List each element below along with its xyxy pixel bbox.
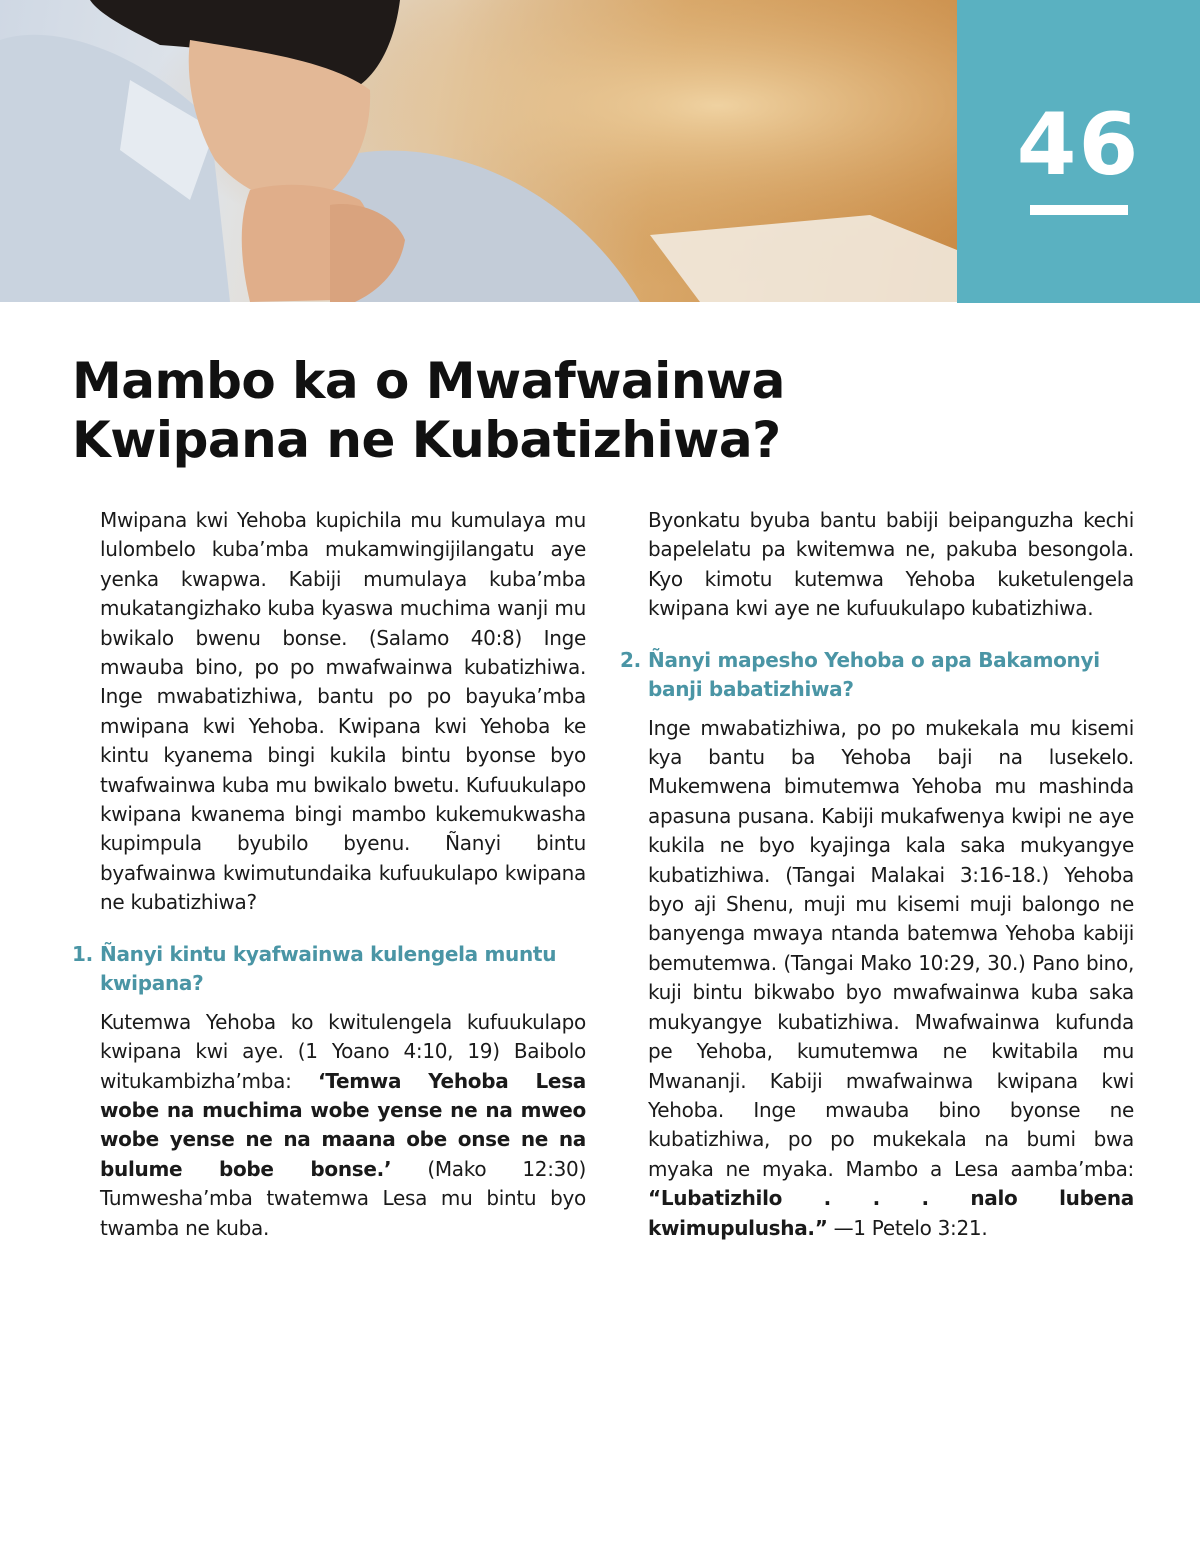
section-2-text-before: Inge mwabatizhiwa, po po mukekala mu kisemi kya bantu ba Yehoba baji na lusekelo. Mukemwena bimutemwa Yehoba mu mashinda apasuna pusana. Kabiji mukafwenya kwipi ne aye kukila ne byo kyajinga kala saka mukyangye kubatizhiwa. (Tangai Malakai 3:16-18.) Yehoba byo aji Shenu, muji mu kisemi muji balongo ne banyenga mwaya ntanda batemwa Yehoba kabiji bemutemwa. (Tangai Mako 10:29, 30.) Pano bino, kuji bintu bikwabo byo mwafwainwa kuba saka mukyangye kubatizhiwa. Mwafwainwa kufunda pe Yehoba, kumutemwa ne kwitabila mu Mwananji. Kabiji mwafwainwa kwipana kwi Yehoba. Inge mwauba bino byonse ne kubatizhiwa, po po mukekala na bumi bwa myaka ne myaka. Mambo a Lesa aamba’mba: bbox=[648, 715, 1134, 1181]
lesson-number-underline bbox=[1030, 205, 1128, 215]
section-1-continuation: Byonkatu byuba bantu babiji beipanguzha kechi bapelelatu pa kwitemwa ne, pakuba besongola. Kyo kimotu kutemwa Yehoba kuketulengela kwipana kwi aye ne kufuukulapo kubatizhiwa. bbox=[648, 508, 1134, 621]
section-2-paragraph bbox=[620, 714, 1134, 1243]
page-title bbox=[72, 352, 892, 470]
section-1-text-after: (Mako 12:30) Tumwesha’mba twatemwa Lesa mu bintu byo twamba ne kuba. bbox=[100, 1156, 586, 1240]
question-2-text: Ñanyi mapesho Yehoba o apa Bakamonyi banji babatizhiwa? bbox=[648, 647, 1100, 701]
question-2-number: 2. bbox=[620, 647, 641, 672]
page-title-line-1: Mambo ka o Mwafwainwa bbox=[72, 352, 785, 410]
right-column bbox=[620, 506, 1134, 1243]
header-photo bbox=[0, 0, 957, 302]
section-2-scripture-reference: —1 Petelo 3:21. bbox=[827, 1215, 988, 1240]
praying-man-illustration bbox=[0, 0, 957, 302]
left-column bbox=[72, 506, 586, 1243]
section-2-scripture-quote: “Lubatizhilo . . . nalo lubena kwimupulusha.” bbox=[648, 1186, 1134, 1240]
question-1-text: Ñanyi kintu kyafwainwa kulengela muntu kwipana? bbox=[100, 941, 557, 995]
lesson-number: 46 bbox=[1016, 95, 1141, 195]
page-title-line-2: Kwipana ne Kubatizhiwa? bbox=[72, 411, 781, 469]
section-1-scripture-quote: ‘Temwa Yehoba Lesa wobe na muchima wobe yense ne na mweo wobe yense ne na maana obe onse ne na bulume bobe bonse.’ bbox=[100, 1068, 586, 1181]
intro-paragraph: Mwipana kwi Yehoba kupichila mu kumulaya mu lulombelo kuba’mba mukamwingijilangatu aye yenka kwapwa. Kabiji mumulaya kuba’mba mukatangizhako kuba kyaswa muchima wanji mu bwikalo bwenu bonse. (Salamo 40:8) Inge mwauba bino, po po mwafwainwa kubatizhiwa. Inge mwabatizhiwa, bantu po po bayuka’mba mwipana kwi Yehoba. Kwipana kwi Yehoba ke kintu kyanema bingi kukila bintu byonse byo twafwainwa kuba mu bwikalo bwetu. Kufuukulapo kwipana kwanema bingi mambo kukemukwasha kupimpula byubilo byenu. Ñanyi bintu byafwainwa kwimutundaika kufuukulapo kwipana ne kubatizhiwa? bbox=[100, 508, 586, 915]
section-1-paragraph bbox=[72, 1008, 586, 1243]
question-2 bbox=[620, 646, 1134, 704]
section-1-text-before: Kutemwa Yehoba ko kwitulengela kufuukulapo kwipana kwi aye. (1 Yoano 4:10, 19) Baibolo witukambizha’mba: bbox=[100, 1009, 586, 1093]
lesson-number-box bbox=[957, 0, 1200, 303]
question-1 bbox=[72, 940, 586, 998]
question-1-number: 1. bbox=[72, 941, 93, 966]
